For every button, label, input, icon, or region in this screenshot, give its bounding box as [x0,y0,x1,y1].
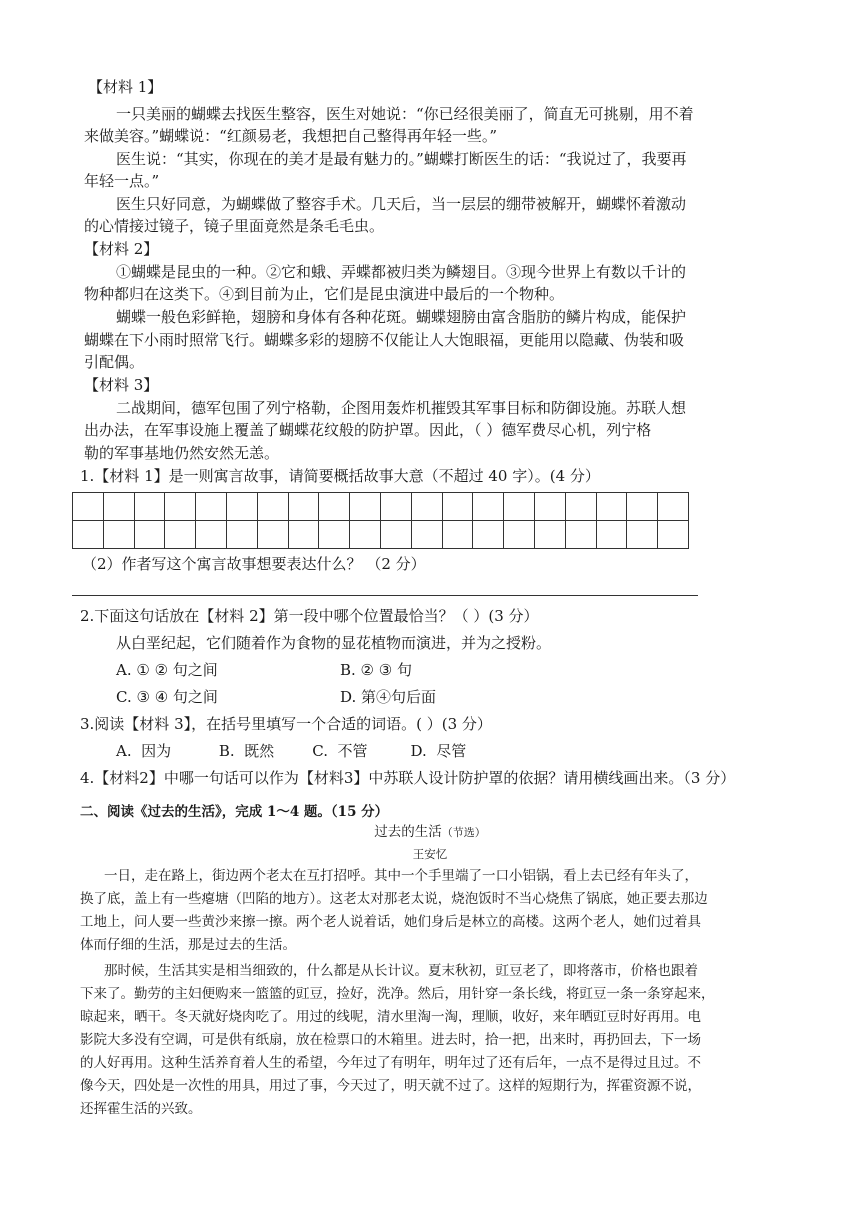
article-line: 影院大多没有空调，可是供有纸扇，放在检票口的木箱里。进去时，拾一把，出来时，再扔回去，下一场 [80,1032,701,1048]
article-line: 工地上，问人要一些黄沙来擦一擦。两个老人说着话，她们身后是林立的高楼。这两个老人，她们过着具 [80,914,701,930]
question-1b: （2）作者写这个寓言故事想要表达什么？ （2 分） [82,555,426,573]
question-2-option-d: D. 第④句后面 [340,688,437,706]
section-2-heading: 二、阅读《过去的生活》，完成 1～4 题。（15 分） [80,804,389,820]
question-3: 3.阅读【材料 3】，在括号里填写一个合适的词语。( ）(3 分） [80,715,492,733]
material1-line: 医生说：“其实，你现在的美才是最有魅力的。”蝴蝶打断医生的话：“我说过了，我要再 [116,150,687,168]
question-2: 2.下面这句话放在【材料 2】第一段中哪个位置最恰当？（ ）(3 分） [80,607,539,625]
material1-line: 年轻一点。” [84,172,160,190]
article-line: 还挥霍生活的兴致。 [80,1101,202,1117]
question-1: 1.【材料 1】是一则寓言故事，请简要概括故事大意（不超过 40 字）。(4 分） [80,467,600,485]
article-title: 过去的生活 [374,824,442,840]
question-2-sentence: 从白垩纪起，它们随着作为食物的显花植物而演进，并为之授粉。 [116,634,552,652]
material1-heading: 【材料 1】 [88,78,163,96]
article-line: 一日，走在路上，街边两个老太在互打招呼。其中一个手里端了一口小铝锅，看上去已经有年头了， [104,868,698,884]
article-line: 下来了。勤劳的主妇便购来一篮篮的豇豆，捡好，洗净。然后，用针穿一条长线，将豇豆一条一条穿起来， [80,986,715,1002]
material1-line: 的心情接过镜子，镜子里面竟然是条毛毛虫。 [84,217,385,235]
material3-line: 勒的军事基地仍然安然无恙。 [84,444,280,462]
question-4: 4.【材料2】中哪一句话可以作为【材料3】中苏联人设计防护罩的依据？请用横线画出来。（3 分） [80,769,736,787]
article-title-line [0,822,860,843]
article-line: 像今天，四处是一次性的用具，用过了事，今天过了，明天就不过了。这样的短期行为，挥霍资源不说， [80,1078,701,1094]
question-2-option-b: B. ② ③ 句 [340,661,412,679]
material2-heading: 【材料 2】 [84,240,159,258]
article-line: 那时候，生活其实是相当细致的，什么都是从长计议。夏末秋初，豇豆老了，即将落市，价格也跟着 [104,963,698,979]
article-title-note: （节选） [441,826,486,839]
material2-line: ①蝴蝶是昆虫的一种。②它和蛾、弄蝶都被归类为鳞翅目。③现今世界上有数以千计的 [116,263,687,281]
article-line: 换了底，盖上有一些瘪塘（凹陷的地方）。这老太对那老太说，烧泡饭时不当心烧焦了锅底，她正要去那边 [80,891,708,907]
article-line: 晾起来，晒干。冬天就好烧肉吃了。用过的线呢，清水里淘一淘，理顺，收好，来年晒豇豆时好再用。电 [80,1009,701,1025]
material3-line: 出办法，在军事设施上覆盖了蝴蝶花纹般的防护罩。因此，（ ）德军费尽心机，列宁格 [84,421,652,439]
material2-line: 蝴蝶在下小雨时照常飞行。蝴蝶多彩的翅膀不仅能让人大饱眼福，更能用以隐藏、伪装和吸 [84,331,685,349]
material3-heading: 【材料 3】 [84,376,159,394]
answer-line[interactable] [72,595,698,596]
material2-line: 引配偶。 [84,353,145,371]
material1-line: 一只美丽的蝴蝶去找医生整容，医生对她说：“你已经很美丽了，简直无可挑剔，用不着 [116,105,694,123]
question-2-option-c: C. ③ ④ 句之间 [116,688,218,706]
material2-line: 蝴蝶一般色彩鲜艳，翅膀和身体有各种花斑。蝴蝶翅膀由富含脂肪的鳞片构成，能保护 [116,308,687,326]
material3-line: 二战期间，德军包围了列宁格勒，企图用轰炸机摧毁其军事目标和防御设施。苏联人想 [116,399,687,417]
article-line: 体而仔细的生活，那是过去的生活。 [80,937,296,953]
question-3-options: A. 因为 B. 既然 C. 不管 D. 尽管 [116,742,467,760]
article-author: 王安忆 [412,847,448,861]
material1-line: 来做美容。”蝴蝶说：“红颜易老，我想把自己整得再年轻一些。” [84,127,498,145]
material2-line: 物种都归在这类下。④到目前为止，它们是昆虫演进中最后的一个物种。 [84,285,565,303]
question-2-option-a: A. ① ② 句之间 [116,661,218,679]
article-line: 的人好再用。这种生活养育着人生的希望，今年过了有明年，明年过了还有后年，一点不是得过且过。不 [80,1055,701,1071]
answer-grid[interactable] [72,492,689,549]
material1-line: 医生只好同意，为蝴蝶做了整容手术。几天后，当一层层的绷带被解开，蝴蝶怀着激动 [116,195,687,213]
